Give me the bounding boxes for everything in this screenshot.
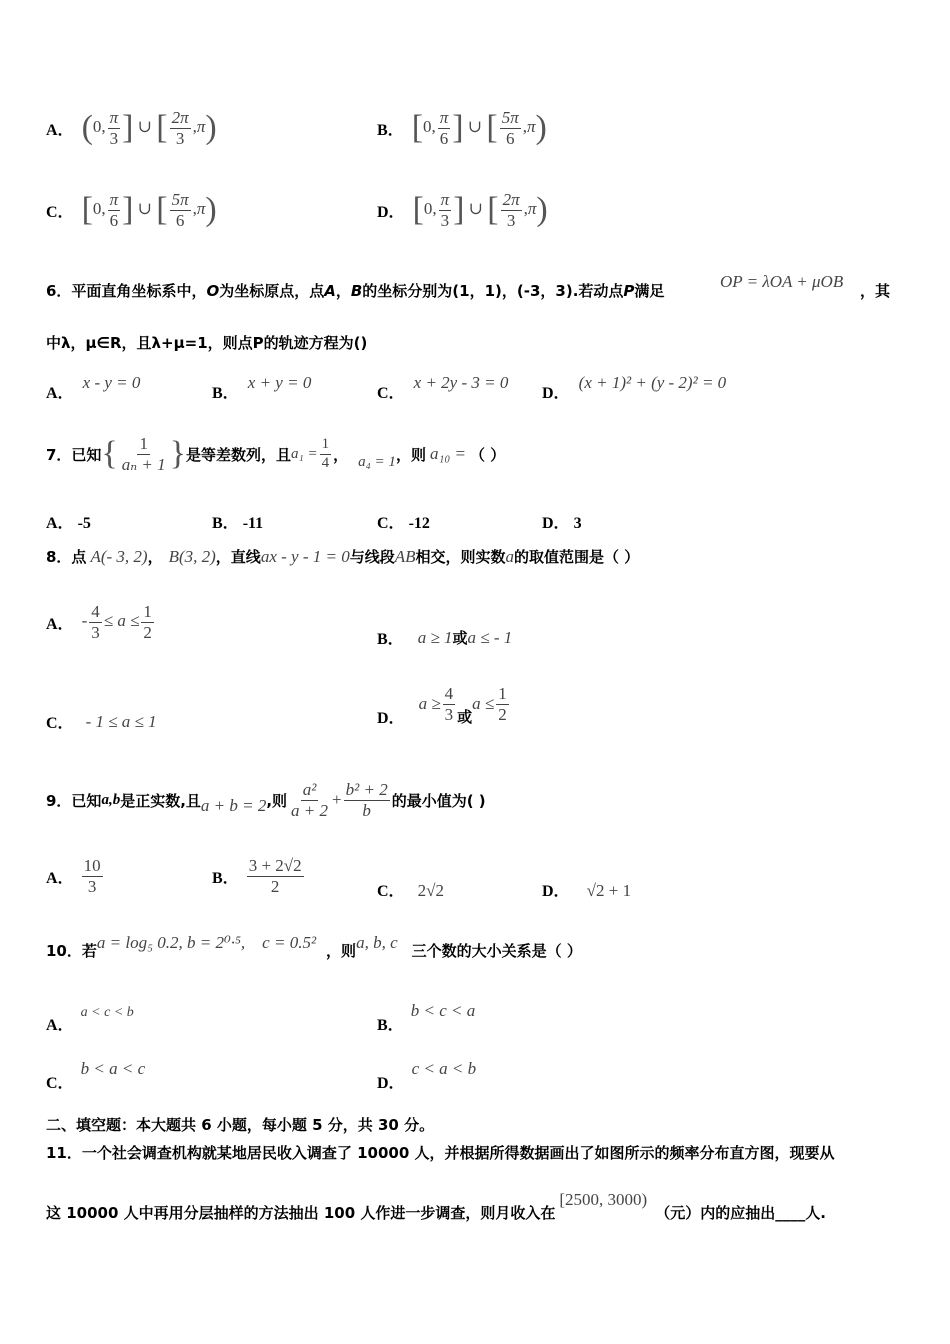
option-label: B． <box>212 385 239 402</box>
q10-stem <box>46 932 582 961</box>
q10-suffix: 三个数的大小关系是（ ） <box>411 942 582 960</box>
q11-interval: [2500, 3000) <box>559 1190 648 1209</box>
option-or: 或 <box>452 629 468 647</box>
q8-option-d <box>377 684 511 727</box>
q6-option-b <box>212 370 312 402</box>
option-expr: x + 2y - 3 = 0 <box>413 373 509 392</box>
option-label: C． <box>46 1075 74 1092</box>
q10-vars: a, b, c <box>356 932 398 952</box>
q7-mid: 是等差数列，且 <box>185 445 291 464</box>
q8-comma: ， <box>147 548 163 566</box>
q9-option-a <box>46 856 105 896</box>
q8-point-b: B(3, 2) <box>168 546 216 566</box>
option-label: B． <box>377 1017 404 1034</box>
q11-line2-suffix: （元）内的应抽出____人. <box>655 1204 826 1222</box>
option-label: B． <box>377 631 404 648</box>
q9-fraction-1: $\frac{\text{a²}}{a + 2}$ <box>291 779 329 820</box>
q7-option-a: A． -5 <box>46 515 91 532</box>
option-label: A． <box>46 121 74 139</box>
section-heading: 二、填空题：本大题共 6 小题，每小题 5 分，共 30 分。 <box>46 1116 435 1134</box>
q8-var: a <box>505 546 515 566</box>
option-expr: x + y = 0 <box>247 373 312 392</box>
q6-option-a <box>46 370 141 402</box>
q8-option-b <box>377 626 512 649</box>
option-label: C． <box>377 883 405 900</box>
q8-point-a: A(- 3, 2) <box>90 546 148 566</box>
q8-suffix: 的取值范围是（ ） <box>514 548 640 566</box>
q10-option-d <box>377 1056 477 1092</box>
option-expr-2: a ≤ <box>472 694 495 714</box>
q8-segment: AB <box>394 546 416 566</box>
q11-line2-prefix: 这 10000 人中再用分层抽样的方法抽出 100 人作进一步调查，则月收入在 <box>46 1204 556 1222</box>
q9-option-d <box>542 878 631 901</box>
q7-sequence-formula: { $\frac{1}{\text{aₙ + 1}}$ } <box>101 433 186 474</box>
option-label: C． <box>46 203 74 221</box>
q6-stem-line1-suffix: ，其 <box>860 282 891 300</box>
q8-option-c <box>46 710 157 733</box>
option-frac-2: $\frac{1}{2}$ <box>498 684 507 724</box>
q10-option-b <box>377 998 476 1034</box>
option-label: A． <box>46 869 74 887</box>
option-expr: [0, $\frac{\pi}{6}$ ] ∪ [ $\frac{5\pi}{6}$ ,π) <box>81 189 217 230</box>
q6-option-d <box>542 370 727 402</box>
q9-option-c <box>377 878 444 901</box>
option-label: A． <box>46 385 74 402</box>
q9-fraction-2: $\frac{\text{b² + 2}}{b}$ <box>345 779 388 820</box>
option-expr: - $\frac{4}{3}$ ≤ a ≤ $\frac{1}{2}$ <box>81 602 152 642</box>
q6-stem-line1: 6．平面直角坐标系中，O为坐标原点，点A，B的坐标分别为(1，1)，(-3，3).若动点P满足 <box>46 282 665 300</box>
q6-formula: OP = λOA + μOB <box>720 272 844 291</box>
option-label: C． <box>377 385 405 402</box>
q5-option-c <box>46 184 217 236</box>
option-label: A． <box>46 615 74 633</box>
option-label: D． <box>377 709 405 727</box>
q7-a4: a₄ = 1 <box>358 453 396 470</box>
q7-prefix: 7．已知 <box>46 445 102 464</box>
q9-prefix: 9．已知 <box>46 791 102 810</box>
option-expr: √2 + 1 <box>586 881 632 900</box>
option-expr-2: a ≤ - 1 <box>467 627 513 647</box>
q7-comma: ， <box>333 445 349 464</box>
q7-stem <box>46 424 505 484</box>
option-expr: a < c < b <box>80 1005 134 1020</box>
option-expr: 2√2 <box>417 881 444 900</box>
option-label: D． <box>542 883 570 900</box>
q8-mid2: 与线段 <box>349 548 395 566</box>
option-expr: [0, $\frac{\pi}{3}$ ] ∪ [ $\frac{2\pi}{3}$ ,π) <box>412 189 548 230</box>
option-expr: $\frac{10}{3}$ <box>83 856 101 896</box>
option-expr: - 1 ≤ a ≤ 1 <box>85 711 157 731</box>
option-expr: b < a < c <box>80 1059 146 1078</box>
q7-a1-value: $\frac{1}{4}$ <box>321 436 330 471</box>
option-expr: (0, $\frac{\pi}{3}$ ] ∪ [ $\frac{2\pi}{3}$ ,π) <box>81 107 217 148</box>
option-expr: c < a < b <box>411 1059 477 1078</box>
q6-stem-line2: 中λ，μ∈R，且λ+μ=1，则点P的轨迹方程为() <box>46 334 368 352</box>
q8-line-eq: ax - y - 1 = 0 <box>260 546 350 566</box>
q10-option-c <box>46 1056 146 1092</box>
option-label: D． <box>377 203 405 221</box>
q6-option-c <box>377 370 509 402</box>
option-label: C． <box>46 715 74 732</box>
option-expr-1: a ≥ 1 <box>417 627 453 647</box>
option-expr: $\frac{3 + 2√2}{2}$ <box>248 856 302 896</box>
option-label: B． <box>212 869 239 887</box>
option-label: D． <box>542 385 570 402</box>
q10-mid: ，则 <box>326 942 357 960</box>
q7-a1: a₁ = <box>290 445 318 462</box>
option-or: 或 <box>457 707 473 726</box>
option-label: A． <box>46 1017 74 1034</box>
option-frac-1: $\frac{4}{3}$ <box>444 684 454 724</box>
q9-mid1: 是正实数,且 <box>120 791 201 810</box>
q9-suffix: 的最小值为( ) <box>391 791 486 810</box>
q8-mid3: 相交，则实数 <box>415 548 506 566</box>
q10-expr: a = log₅ 0.2, b = 2⁰·⁵, c = 0.5² <box>96 932 317 952</box>
option-expr: (x + 1)² + (y - 2)² = 0 <box>578 373 727 392</box>
option-expr: b < c < a <box>410 1001 476 1020</box>
q8-option-a <box>46 602 156 642</box>
q7-option-b: B． -11 <box>212 515 264 532</box>
q8-stem <box>46 546 639 567</box>
q11-stem-line1: 11．一个社会调查机构就某地居民收入调查了 10000 人，并根据所得数据画出了如图所示的频率分布直方图，现要从 <box>46 1144 835 1162</box>
q5-option-a <box>46 102 217 154</box>
q7-a10: a₁₀ = <box>429 444 466 463</box>
q7-then: ，则 <box>395 445 426 464</box>
option-label: D． <box>377 1075 405 1092</box>
q7-paren: （ ） <box>470 445 506 464</box>
q8-mid1: ，直线 <box>215 548 261 566</box>
option-label: B． <box>377 121 404 139</box>
q9-condition: a + b = 2 <box>200 796 267 815</box>
q9-mid2: ,则 <box>266 791 288 810</box>
q10-option-a <box>46 998 134 1034</box>
q10-prefix: 10．若 <box>46 942 97 960</box>
option-expr: x - y = 0 <box>82 373 141 392</box>
option-expr: [0, $\frac{\pi}{6}$ ] ∪ [ $\frac{5\pi}{6}$ ,π) <box>411 107 547 148</box>
q7-option-c: C． -12 <box>377 515 430 532</box>
q9-option-b <box>212 856 306 896</box>
q5-option-d <box>377 184 548 236</box>
q11-stem-line2 <box>46 1190 826 1223</box>
q9-stem <box>46 770 486 830</box>
q5-option-b <box>377 102 547 154</box>
q7-option-d: D． 3 <box>542 515 582 532</box>
option-expr-1: a ≥ <box>418 694 441 714</box>
q8-prefix: 8．点 <box>46 548 87 566</box>
q9-plus: + <box>332 790 342 809</box>
q9-vars: a,b <box>101 791 121 808</box>
